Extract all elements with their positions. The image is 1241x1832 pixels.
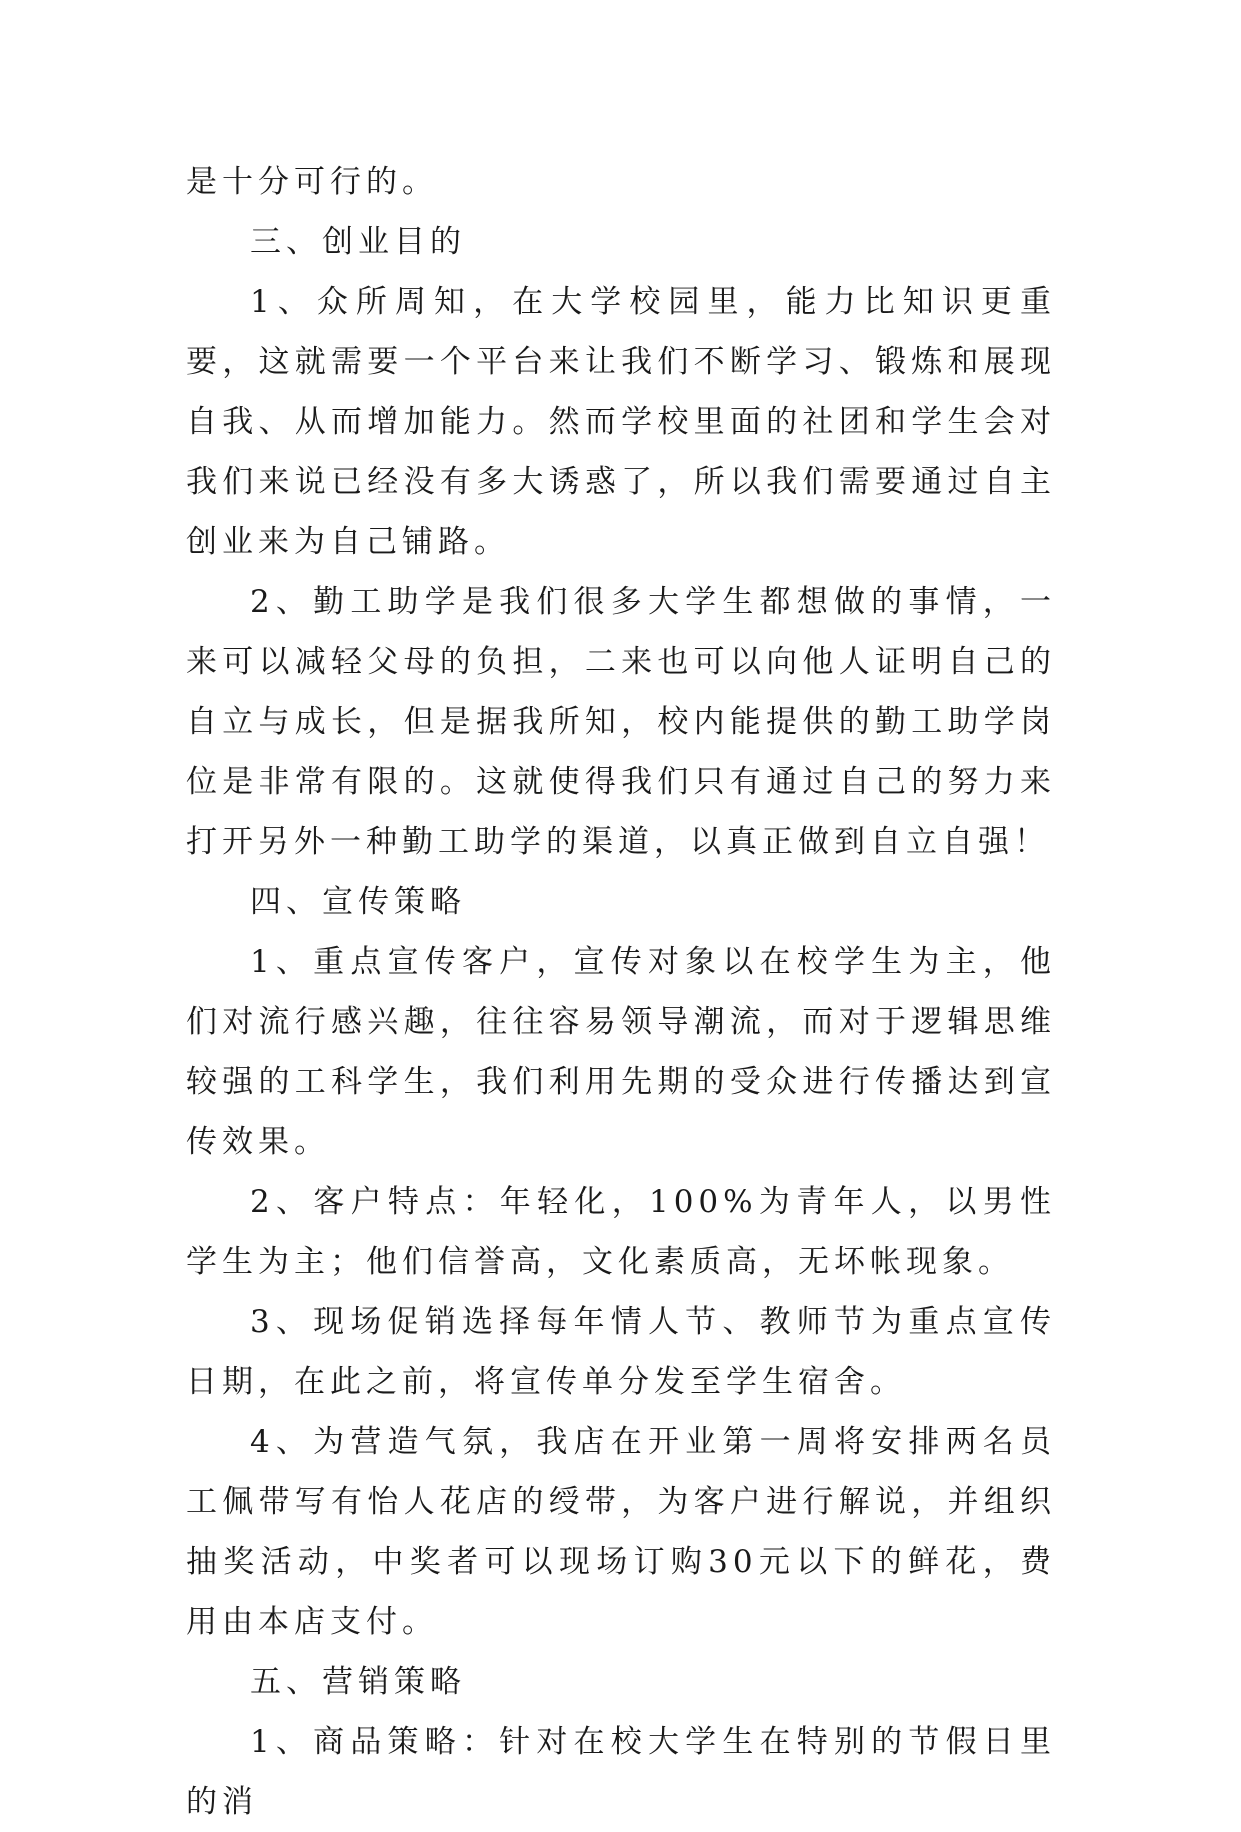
paragraph-promotion-3: 3、现场促销选择每年情人节、教师节为重点宣传日期，在此之前，将宣传单分发至学生宿舍。 <box>186 1304 1056 1400</box>
section-heading-3: 三、创业目的 <box>250 224 466 260</box>
paragraph-promotion-1: 1、重点宣传客户，宣传对象以在校学生为主，他们对流行感兴趣，往往容易领导潮流，而对于逻辑思维较强的工科学生，我们利用先期的受众进行传播达到宣传效果。 <box>186 944 1056 1160</box>
paragraph-promotion-4: 4、为营造气氛，我店在开业第一周将安排两名员工佩带写有怡人花店的绶带，为客户进行解说，并组织抽奖活动，中奖者可以现场订购30元以下的鲜花，费用由本店支付。 <box>186 1424 1056 1640</box>
paragraph-purpose-1: 1、众所周知，在大学校园里，能力比知识更重要，这就需要一个平台来让我们不断学习、锻炼和展现自我、从而增加能力。然而学校里面的社团和学生会对我们来说已经没有多大诱惑了，所以我们需要通过自主创业来为自己铺路。 <box>186 284 1056 560</box>
document-body <box>186 152 1056 1832</box>
section-heading-4: 四、宣传策略 <box>250 884 466 920</box>
paragraph-promotion-2: 2、客户特点：年轻化，100%为青年人，以男性学生为主；他们信誉高，文化素质高，无坏帐现象。 <box>186 1184 1056 1280</box>
paragraph-marketing-1: 1、商品策略：针对在校大学生在特别的节假日里的消 <box>186 1724 1056 1820</box>
section-heading-5: 五、营销策略 <box>250 1664 466 1700</box>
paragraph-continuation: 是十分可行的。 <box>186 164 438 200</box>
paragraph-purpose-2: 2、勤工助学是我们很多大学生都想做的事情，一来可以减轻父母的负担，二来也可以向他人证明自己的自立与成长，但是据我所知，校内能提供的勤工助学岗位是非常有限的。这就使得我们只有通过自己的努力来打开另外一种勤工助学的渠道，以真正做到自立自强！ <box>186 584 1056 860</box>
